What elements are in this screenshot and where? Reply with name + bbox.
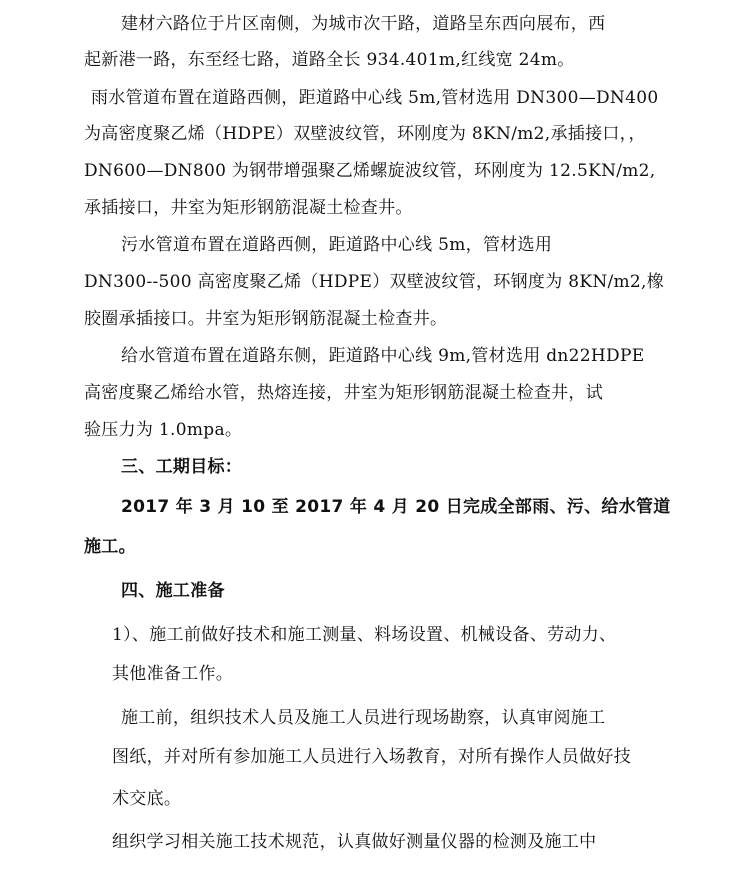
paragraph-water-line-2: 高密度聚乙烯给水管，热熔连接，井室为矩形钢筋混凝土检查井，试 [84, 383, 603, 403]
paragraph-rain-line-1: 雨水管道布置在道路西侧，距道路中心线 5m,管材选用 DN300—DN400 [91, 88, 659, 108]
paragraph-water-line-3: 验压力为 1.0mpa。 [84, 420, 243, 440]
paragraph-sewage-line-1: 污水管道布置在道路西侧，距道路中心线 5m，管材选用 [121, 235, 553, 255]
paragraph-rain-line-4: 承插接口，井室为矩形钢筋混凝土检查井。 [84, 198, 413, 218]
schedule-text-line-2: 施工。 [84, 537, 136, 557]
paragraph-rain-line-3: DN600—DN800 为钢带增强聚乙烯螺旋波纹管，环刚度为 12.5KN/m2, [84, 161, 656, 181]
schedule-text-line-1: 2017 年 3 月 10 至 2017 年 4 月 20 日完成全部雨、污、给水管道 [121, 497, 671, 517]
section-heading-preparation: 四、施工准备 [121, 581, 225, 601]
prep-item-1-line-1: 1）、施工前做好技术和施工测量、料场设置、机械设备、劳动力、 [112, 625, 617, 645]
paragraph-road-line-1: 建材六路位于片区南侧，为城市次干路，道路呈东西向展布，西 [121, 14, 606, 34]
study-paragraph-line-1: 组织学习相关施工技术规范，认真做好测量仪器的检测及施工中 [112, 832, 597, 852]
prep-paragraph-line-3: 术交底。 [112, 789, 182, 809]
paragraph-sewage-line-3: 胶圈承插接口。井室为矩形钢筋混凝土检查井。 [84, 309, 448, 329]
section-heading-schedule: 三、工期目标： [121, 457, 243, 477]
paragraph-rain-line-2: 为高密度聚乙烯（HDPE）双壁波纹管，环刚度为 8KN/m2,承插接口，， [84, 124, 646, 144]
prep-paragraph-line-2: 图纸，并对所有参加施工人员进行入场教育，对所有操作人员做好技 [112, 747, 631, 767]
paragraph-water-line-1: 给水管道布置在道路东侧，距道路中心线 9m,管材选用 dn22HDPE [121, 346, 645, 366]
paragraph-road-line-2: 起新港一路，东至经七路，道路全长 934.401m,红线宽 24m。 [84, 50, 575, 70]
prep-item-1-line-2: 其他准备工作。 [112, 664, 234, 684]
prep-paragraph-line-1: 施工前，组织技术人员及施工人员进行现场勘察，认真审阅施工 [121, 708, 606, 728]
paragraph-sewage-line-2: DN300--500 高密度聚乙烯（HDPE）双壁波纹管，环钢度为 8KN/m2,橡 [84, 272, 665, 292]
